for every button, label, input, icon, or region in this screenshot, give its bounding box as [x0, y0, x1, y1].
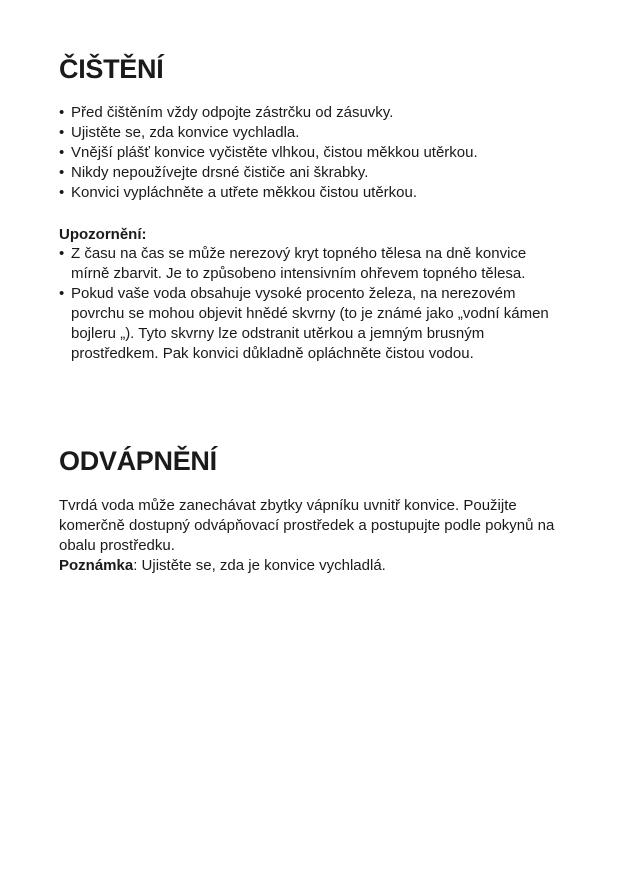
list-item-text: Ujistěte se, zda konvice vychladla.	[71, 124, 300, 141]
bullet-icon: •	[59, 124, 65, 141]
list-item	[59, 123, 559, 143]
list-item	[59, 284, 554, 364]
descaling-paragraph: Tvrdá voda může zanechávat zbytky vápníku uvnitř konvice. Použijte komerčně dostupný odvápňovací prostředek a postupujte podle pokynů na obalu prostředku.	[59, 497, 555, 554]
list-item-text: Pokud vaše voda obsahuje vysoké procento železa, na nerezovém povrchu se mohou objevit hnědé skvrny (to je známé jako „vodní kámen bojleru „). Tyto skvrny lze odstranit utěrkou a jemným brusným prostředkem. Pak konvici důkladně opláchněte čistou vodou.	[71, 285, 549, 362]
descaling-heading: ODVÁPNĚNÍ	[59, 446, 217, 476]
bullet-icon: •	[59, 104, 65, 121]
list-item	[59, 183, 559, 203]
cleaning-heading: ČIŠTĚNÍ	[59, 54, 164, 84]
bullet-icon: •	[59, 164, 65, 181]
descaling-body	[59, 496, 559, 576]
list-item-text: Nikdy nepoužívejte drsné čističe ani škrabky.	[71, 164, 369, 181]
list-item	[59, 244, 554, 284]
bullet-icon: •	[59, 184, 65, 201]
bullet-icon: •	[59, 245, 65, 262]
list-item-text: Z času na čas se může nerezový kryt topného tělesa na dně konvice mírně zbarvit. Je to způsobeno intensivním ohřevem topného tělesa.	[71, 245, 527, 282]
note-text: : Ujistěte se, zda je konvice vychladlá.	[133, 557, 386, 574]
list-item-text: Konvici vypláchněte a utřete měkkou čistou utěrkou.	[71, 184, 418, 201]
bullet-icon: •	[59, 144, 65, 161]
descaling-note	[59, 556, 559, 576]
list-item	[59, 163, 559, 183]
list-item-text: Vnější plášť konvice vyčistěte vlhkou, čistou měkkou utěrkou.	[71, 144, 478, 161]
cleaning-list	[59, 103, 559, 203]
list-item	[59, 143, 559, 163]
list-item	[59, 103, 559, 123]
note-label: Poznámka	[59, 557, 134, 574]
list-item-text: Před čištěním vždy odpojte zástrčku od zásuvky.	[71, 104, 394, 121]
warning-heading: Upozornění:	[59, 226, 147, 243]
warning-list	[59, 244, 554, 364]
bullet-icon: •	[59, 285, 65, 302]
